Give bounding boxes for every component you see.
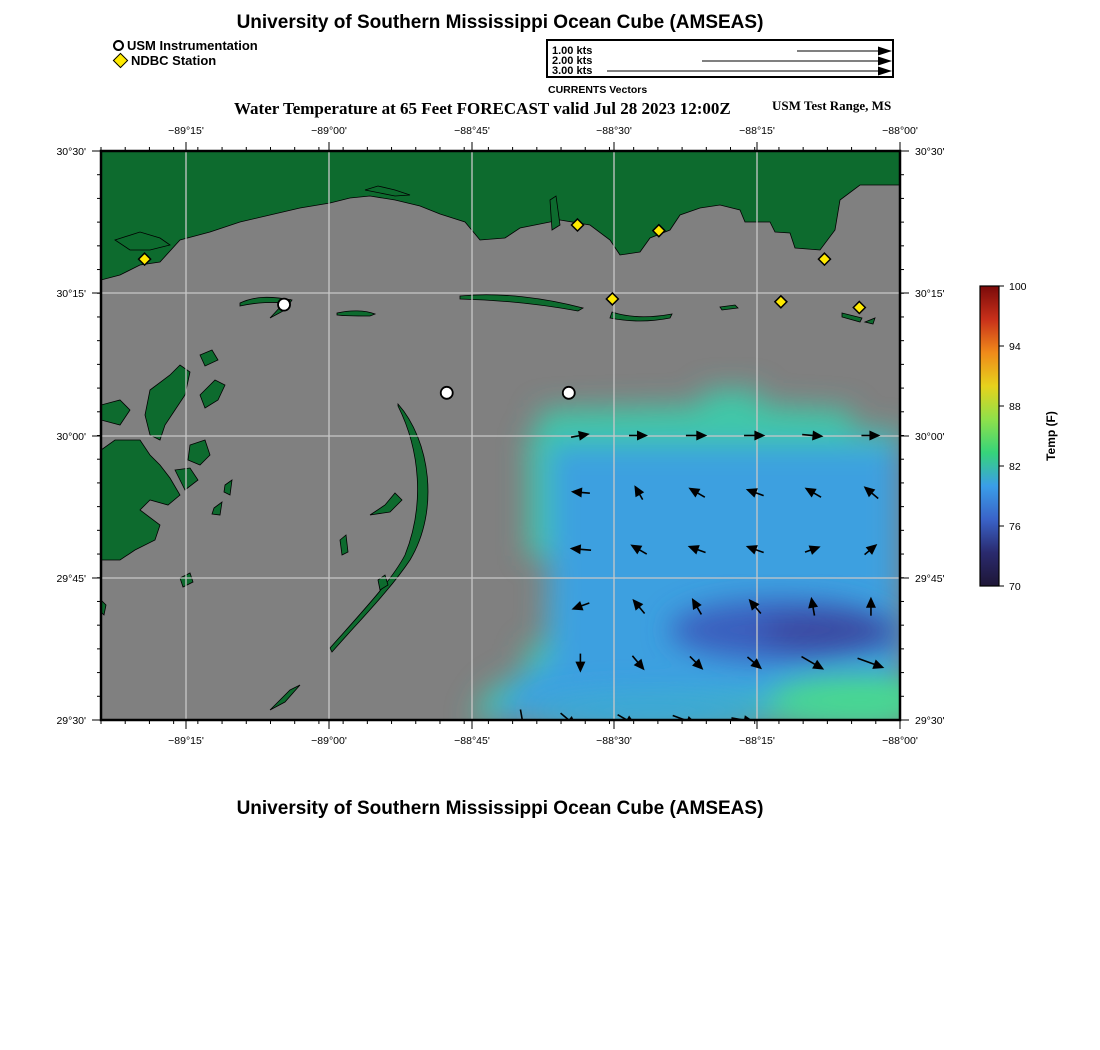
colorbar-tick-label: 88 [1009,401,1021,413]
usm-station-marker [563,387,575,399]
lat-tick-label-right: 30°30' [915,146,945,158]
lon-tick-label-top: −88°30' [596,125,632,137]
lat-tick-label-right: 30°00' [915,431,945,443]
lon-tick-label-bottom: −88°00' [882,735,918,747]
lat-tick-label-right: 29°30' [915,715,945,727]
lon-tick-label-top: −89°15' [168,125,204,137]
colorbar-label: Temp (F) [1044,411,1058,461]
lon-tick-label-top: −89°00' [311,125,347,137]
lat-tick-label-left: 29°30' [56,715,86,727]
lon-tick-label-bottom: −89°15' [168,735,204,747]
lat-tick-label-right: 30°15' [915,288,945,300]
footer-title: University of Southern Mississippi Ocean Cube (AMSEAS) [236,798,764,819]
colorbar-ramp [980,286,999,586]
colorbar-tick-label: 94 [1009,341,1021,353]
vector-scale-row-1: 1.00 kts [552,45,593,57]
usm-station-marker [278,299,290,311]
map-plot-area [101,151,950,731]
lon-tick-label-bottom: −88°45' [454,735,490,747]
lon-tick-label-top: −88°15' [739,125,775,137]
lon-tick-label-bottom: −89°00' [311,735,347,747]
legend-usm-label: USM Instrumentation [127,38,258,53]
lat-tick-label-left: 29°45' [56,573,86,585]
map-title: Water Temperature at 65 Feet FORECAST valid Jul 28 2023 12:00Z [234,99,731,118]
lon-tick-label-top: −88°00' [882,125,918,137]
vector-scale-row-2: 2.00 kts [552,55,593,67]
lat-tick-label-left: 30°15' [56,288,86,300]
colorbar [980,281,1058,593]
vector-scale-row-3: 3.00 kts [552,65,593,77]
colorbar-tick-label: 76 [1009,521,1021,533]
page-title: University of Southern Mississippi Ocean Cube (AMSEAS) [236,12,764,33]
lat-tick-label-left: 30°30' [56,146,86,158]
colorbar-tick-label: 82 [1009,461,1021,473]
colorbar-tick-label: 70 [1009,581,1021,593]
lat-tick-label-right: 29°45' [915,573,945,585]
map-subtitle: USM Test Range, MS [772,98,892,113]
lat-tick-label-left: 30°00' [56,431,86,443]
lon-tick-label-bottom: −88°15' [739,735,775,747]
lon-tick-label-bottom: −88°30' [596,735,632,747]
usm-station-marker [441,387,453,399]
lon-tick-label-top: −88°45' [454,125,490,137]
vector-caption: CURRENTS Vectors [548,84,648,96]
colorbar-tick-label: 100 [1009,281,1027,293]
legend-ndbc-label: NDBC Station [131,53,217,68]
